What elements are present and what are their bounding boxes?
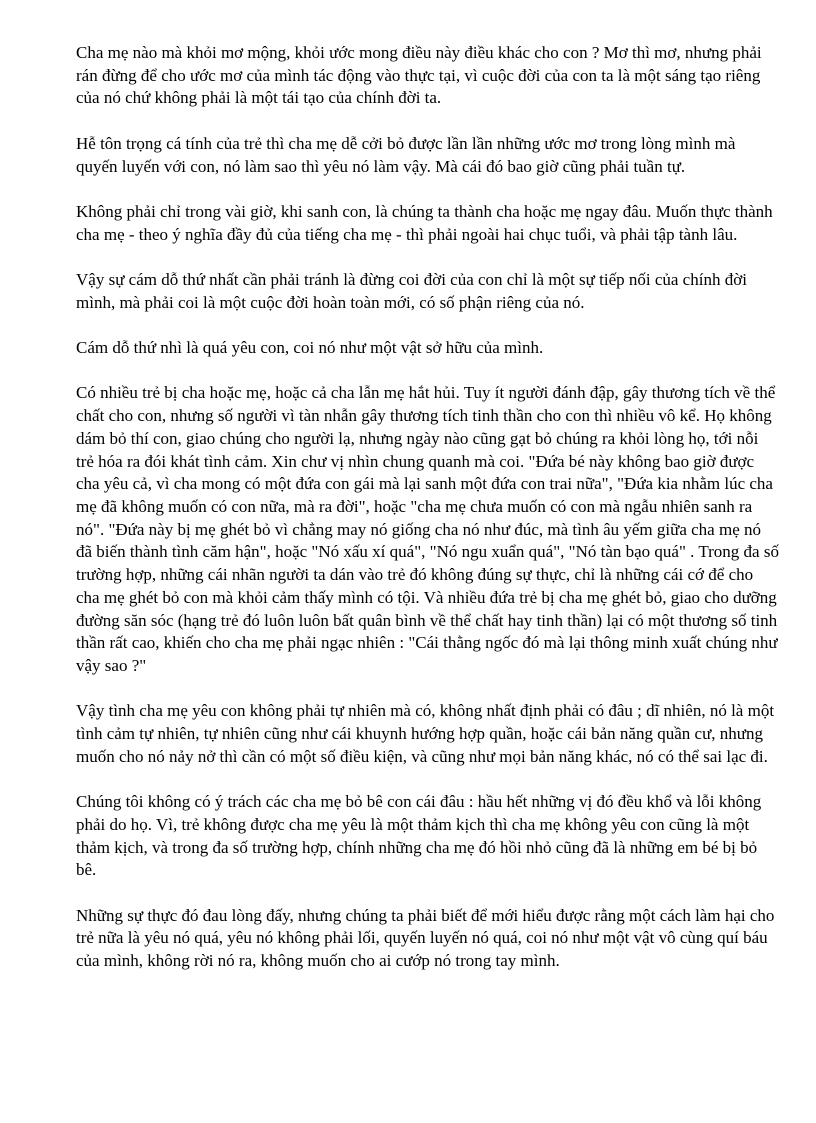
paragraph-7: Vậy tình cha mẹ yêu con không phải tự nhiên mà có, không nhất định phải có đâu ; dĩ nhiên, nó là một tình cảm tự nhiên, tự nhiên cũng như cái khuynh hướng hợp quần, hoặc cái bản năng quần cư, nhưng muốn cho nó nảy nở thì cần có một số điều kiện, và cũng như mọi bản năng khác, nó có thể sai lạc đi. [76,701,775,766]
paragraph-3: Không phải chỉ trong vài giờ, khi sanh con, là chúng ta thành cha hoặc mẹ ngay đâu. Muốn thực thành cha mẹ - theo ý nghĩa đầy đủ của tiếng cha mẹ - thì phải ngoài hai chục tuổi, và phải tập tành lâu. [76,201,773,244]
paragraph-8: Chúng tôi không có ý trách các cha mẹ bỏ bê con cái đâu : hầu hết những vị đó đều khổ và lỗi không phải do họ. Vì, trẻ không được cha mẹ yêu là một thảm kịch thì cha mẹ không yêu con cũng là một thảm kịch, và trong đa số trường hợp, chính những cha mẹ đó hồi nhỏ cũng đã là những em bé bị bỏ bê. [76,792,762,880]
paragraph-5: Cám dỗ thứ nhì là quá yêu con, coi nó như một vật sở hữu của mình. [76,338,544,358]
paragraph-4: Vậy sự cám dỗ thứ nhất cần phải tránh là đừng coi đời của con chỉ là một sự tiếp nối của chính đời mình, mà phải coi là một cuộc đời hoàn toàn mới, có số phận riêng của nó. [76,269,747,312]
paragraph-9: Những sự thực đó đau lòng đấy, nhưng chúng ta phải biết để mới hiểu được rằng một cách làm hại cho trẻ nữa là yêu nó quá, yêu nó không phải lối, quyến luyến nó quá, coi nó như một vật vô cùng quí báu của mình, không rời nó ra, không muốn cho ai cướp nó trong tay mình. [76,905,775,970]
paragraph-2: Hễ tôn trọng cá tính của trẻ thì cha mẹ dễ cởi bỏ được lần lần những ước mơ trong lòng mình mà quyến luyến với con, nó làm sao thì yêu nó làm vậy. Mà cái đó bao giờ cũng phải tuần tự. [76,133,736,176]
paragraph-1: Cha mẹ nào mà khỏi mơ mộng, khỏi ước mong điều này điều khác cho con ? Mơ thì mơ, nhưng phải rán đừng để cho ước mơ của mình tác động vào thực tại, vì cuộc đời của con ta là một sáng tạo riêng của nó chứ không phải là một tái tạo của chính đời ta. [76,43,762,108]
document-page [76,42,780,995]
paragraph-6: Có nhiều trẻ bị cha hoặc mẹ, hoặc cả cha lẫn mẹ hắt hủi. Tuy ít người đánh đập, gây thương tích về thể chất cho con, nhưng số người vì tàn nhẫn gây thương tích tinh thần cho con thì nhiều vô kể. Họ không dám bỏ thí con, giao chúng cho người lạ, nhưng ngày nào cũng gạt bỏ chúng ra khỏi lòng họ, tới nỗi trẻ hóa ra đói khát tình cảm. Xin chư vị nhìn chung quanh mà coi. "Đứa bé này không bao giờ được cha yêu cả, vì cha mong có một đứa con gái mà lại sanh một đứa con trai nữa", "Đứa kia nhằm lúc cha mẹ đã không muốn có con nữa, mà ra đời", hoặc "cha mẹ chưa muốn có con mà ngẫu nhiên sanh ra nó". "Đứa này bị mẹ ghét bỏ vì chẳng may nó giống cha nó như đúc, mà tình âu yếm giữa cha mẹ nó đã biến thành tình căm hận", hoặc "Nó xấu xí quá", "Nó ngu xuẩn quá", "Nó tàn bạo quá" . Trong đa số trường hợp, những cái nhãn người ta dán vào trẻ đó không đúng sự thực, chỉ là những cái cớ để cho cha mẹ ghét bỏ con mà khỏi cảm thấy mình có tội. Và nhiều đứa trẻ bị cha mẹ ghét bỏ, giao cho dưỡng đường săn sóc (hạng trẻ đó luôn luôn bất quân bình về thể chất hay tinh thần) lại có một thương số tinh thần rất cao, khiến cho cha mẹ phải ngạc nhiên : "Cái thằng ngốc đó mà lại thông minh xuất chúng như vậy sao ?" [76,383,779,675]
